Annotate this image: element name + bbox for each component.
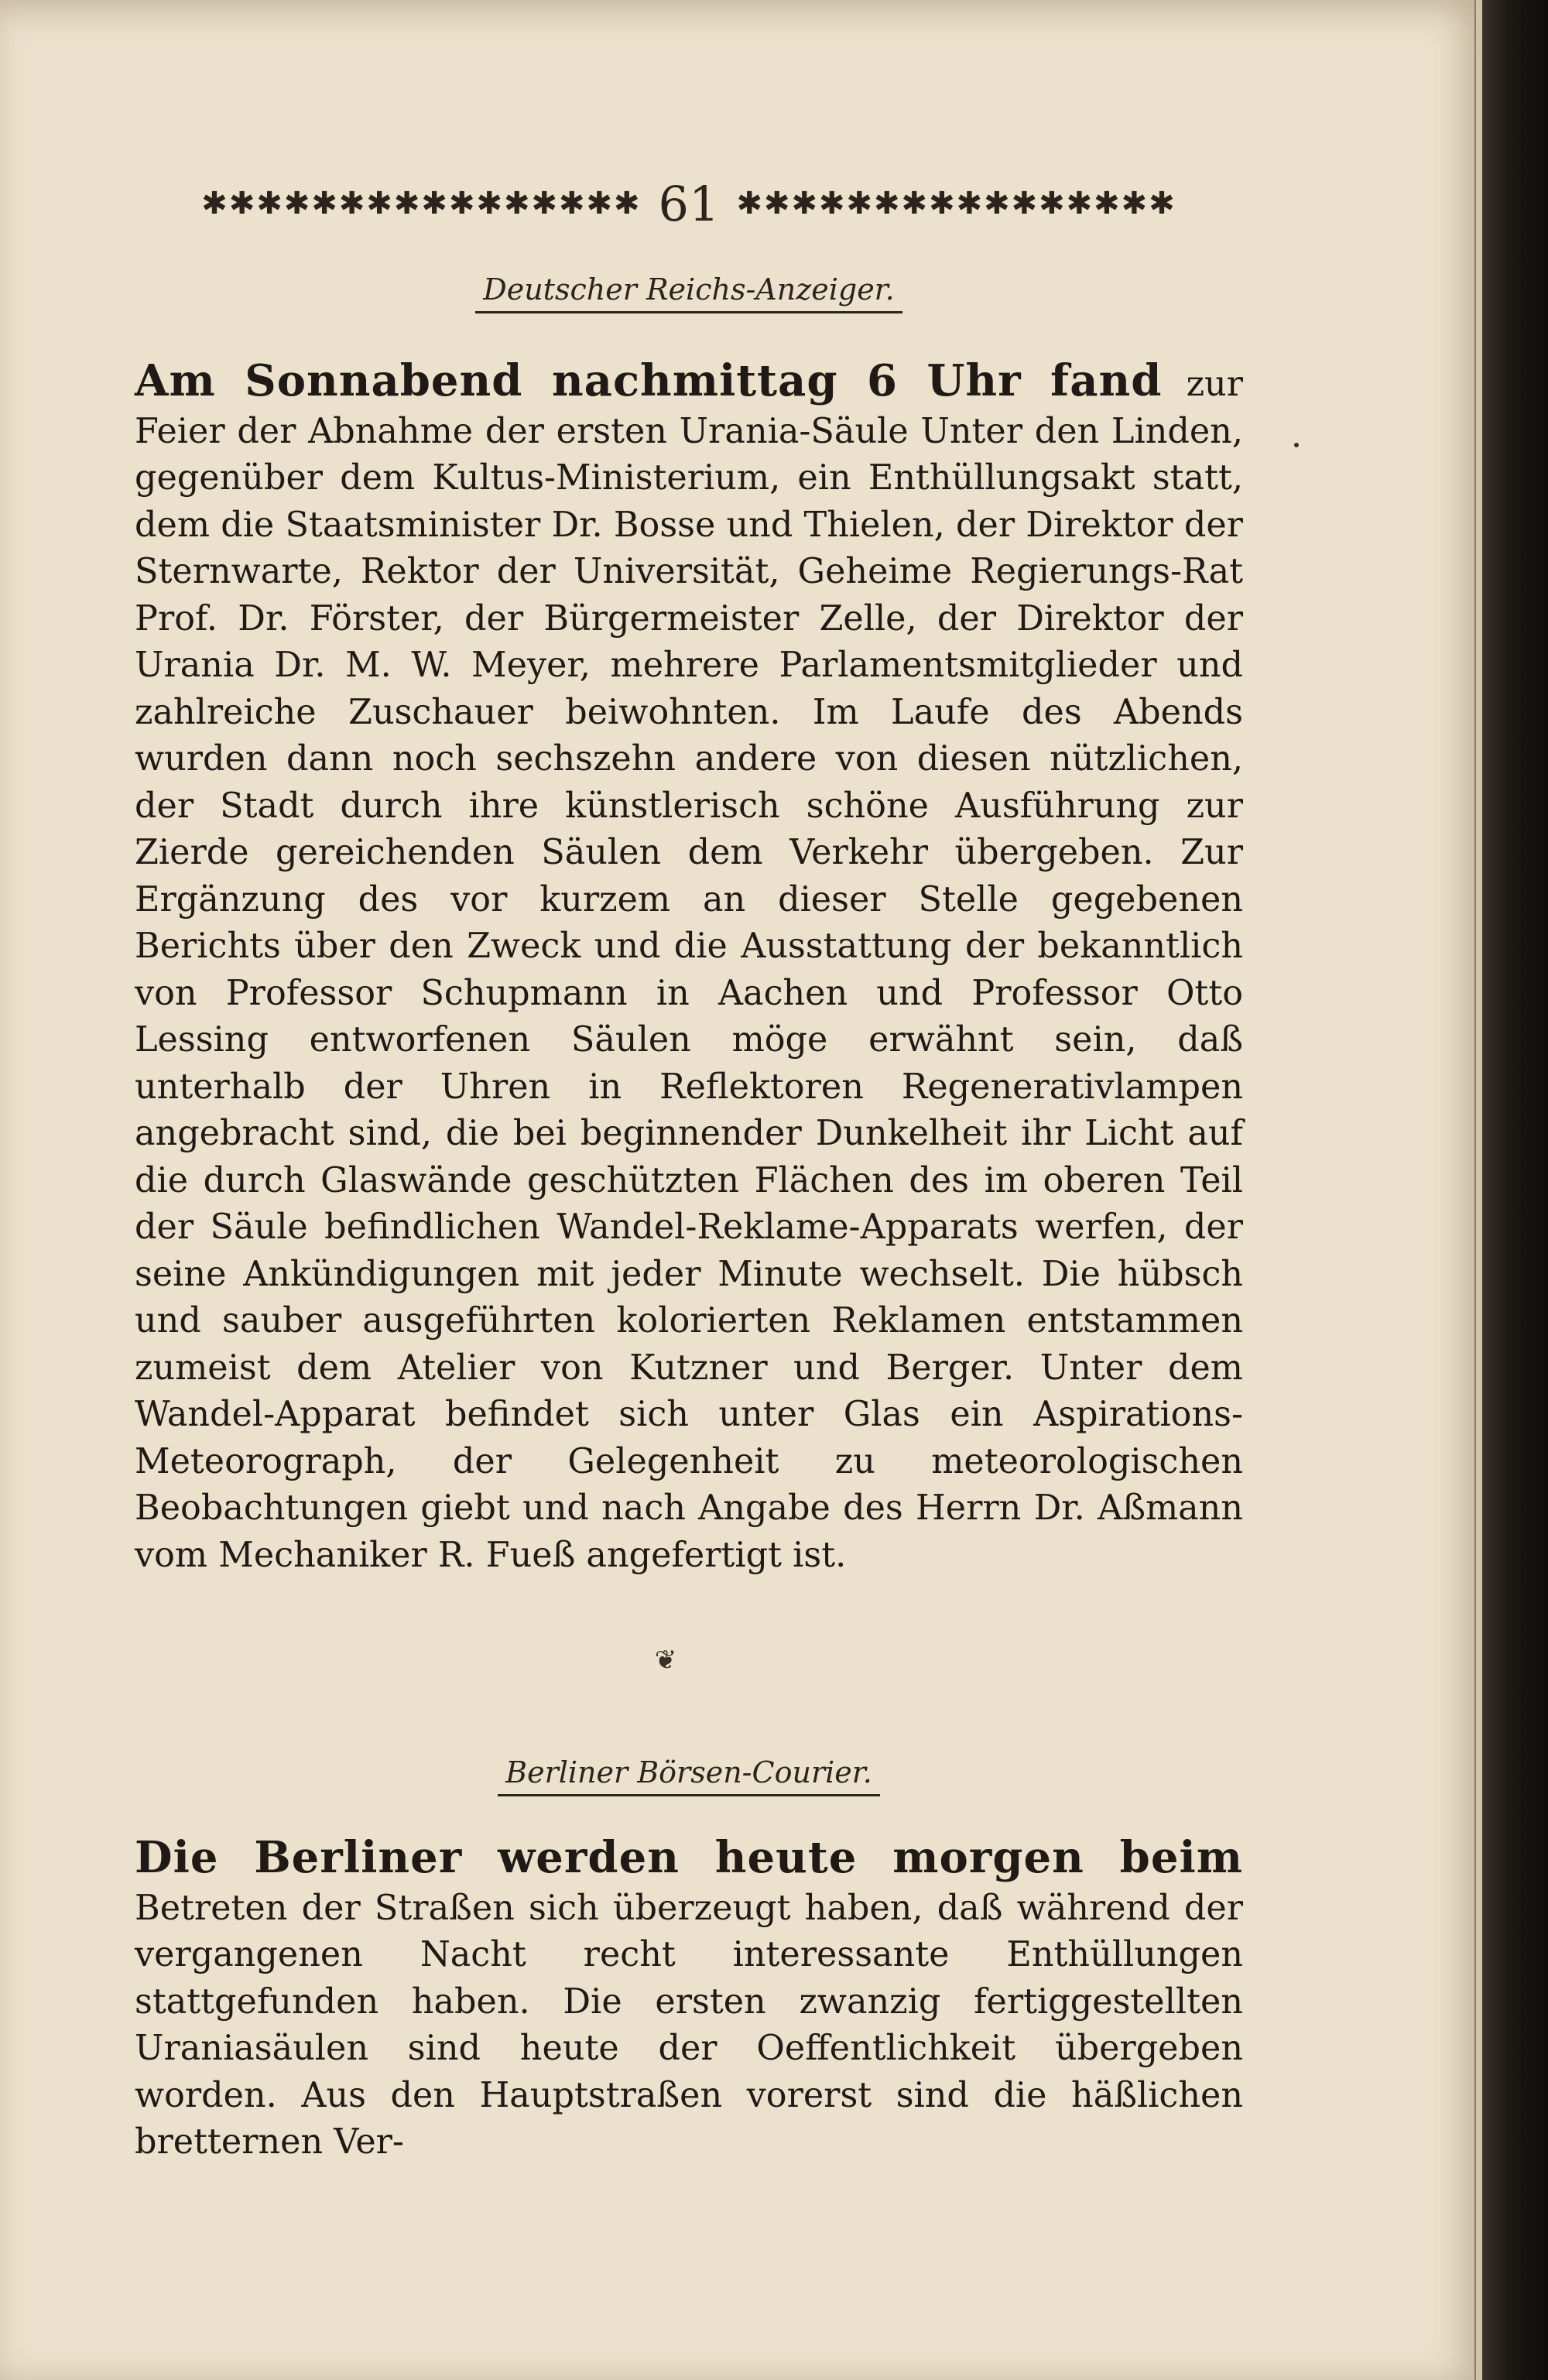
source-title-text: Deutscher Reichs-Anzeiger.: [475, 272, 902, 313]
article-body: Betreten der Straßen sich überzeugt haben, daß während der vergangenen Nacht recht interessante Enthüllungen stattgefunden haben. Die ersten zwanzig fertiggestellten Uraniasäulen sind heute der Oeffentlichkeit übergeben worden. Aus den Hauptstraßen vorerst sind die häßlichen bretternen Ver-: [135, 1888, 1243, 2162]
header-stars-left: ✱✱✱✱✱✱✱✱✱✱✱✱✱✱✱✱: [201, 186, 642, 221]
article-lead: Die Berliner werden heute morgen beim: [135, 1832, 1243, 1883]
page-header: [132, 169, 1246, 238]
paper-speck: [1294, 443, 1299, 447]
section-divider-ornament: ❦: [654, 1645, 677, 1676]
article-reichsanzeiger: [135, 355, 1243, 1579]
source-title-boersen-courier: [132, 1755, 1246, 1789]
book-binding: [1482, 0, 1548, 2380]
article-lead: Am Sonnabend nachmittag 6 Uhr fand: [135, 355, 1163, 406]
article-boersen-courier: [135, 1834, 1243, 2166]
page-number: 61: [658, 175, 720, 232]
header-stars-right: ✱✱✱✱✱✱✱✱✱✱✱✱✱✱✱✱: [736, 186, 1176, 221]
article-body: zur Feier der Abnahme der ersten Urania-Säule Unter den Linden, gegenüber dem Kultus-Ministerium, ein Enthüllungsakt statt, dem die Staatsminister Dr. Bosse und Thielen, der Direktor der Sternwarte, Rektor der Universität, Geheime Regierungs-Rat Prof. Dr. Förster, der Bürgermeister Zelle, der Direktor der Urania Dr. M. W. Meyer, mehrere Parlamentsmitglieder und zahlreiche Zuschauer beiwohnten. Im Laufe des Abends wurden dann noch sechszehn andere von diesen nützlichen, der Stadt durch ihre künstlerisch schöne Ausführung zur Zierde gereichenden Säulen dem Verkehr übergeben. Zur Ergänzung des vor kurzem an dieser Stelle gegebenen Berichts über den Zweck und die Ausstattung der bekanntlich von Professor Schupmann in Aachen und Professor Otto Lessing entworfenen Säulen möge erwähnt sein, daß unterhalb der Uhren in Reflektoren Regenerativlampen angebracht sind, die bei beginnender Dunkelheit ihr Licht auf die durch Glaswände geschützten Flächen des im oberen Teil der Säule befindlichen Wandel-Reklame-Apparats werfen, der seine Ankündigungen mit jeder Minute wechselt. Die hübsch und sauber ausgeführten kolorierten Reklamen entstammen zumeist dem Atelier von Kutzner und Berger. Unter dem Wandel-Apparat befindet sich unter Glas ein Aspirations-Meteorograph, der Gelegenheit zu meteorologischen Beobachtungen giebt und nach Angabe des Herrn Dr. Aßmann vom Mechaniker R. Fueß angefertigt ist.: [135, 365, 1243, 1575]
source-title-text: Berliner Börsen-Courier.: [498, 1755, 880, 1796]
source-title-reichsanzeiger: [132, 272, 1246, 306]
